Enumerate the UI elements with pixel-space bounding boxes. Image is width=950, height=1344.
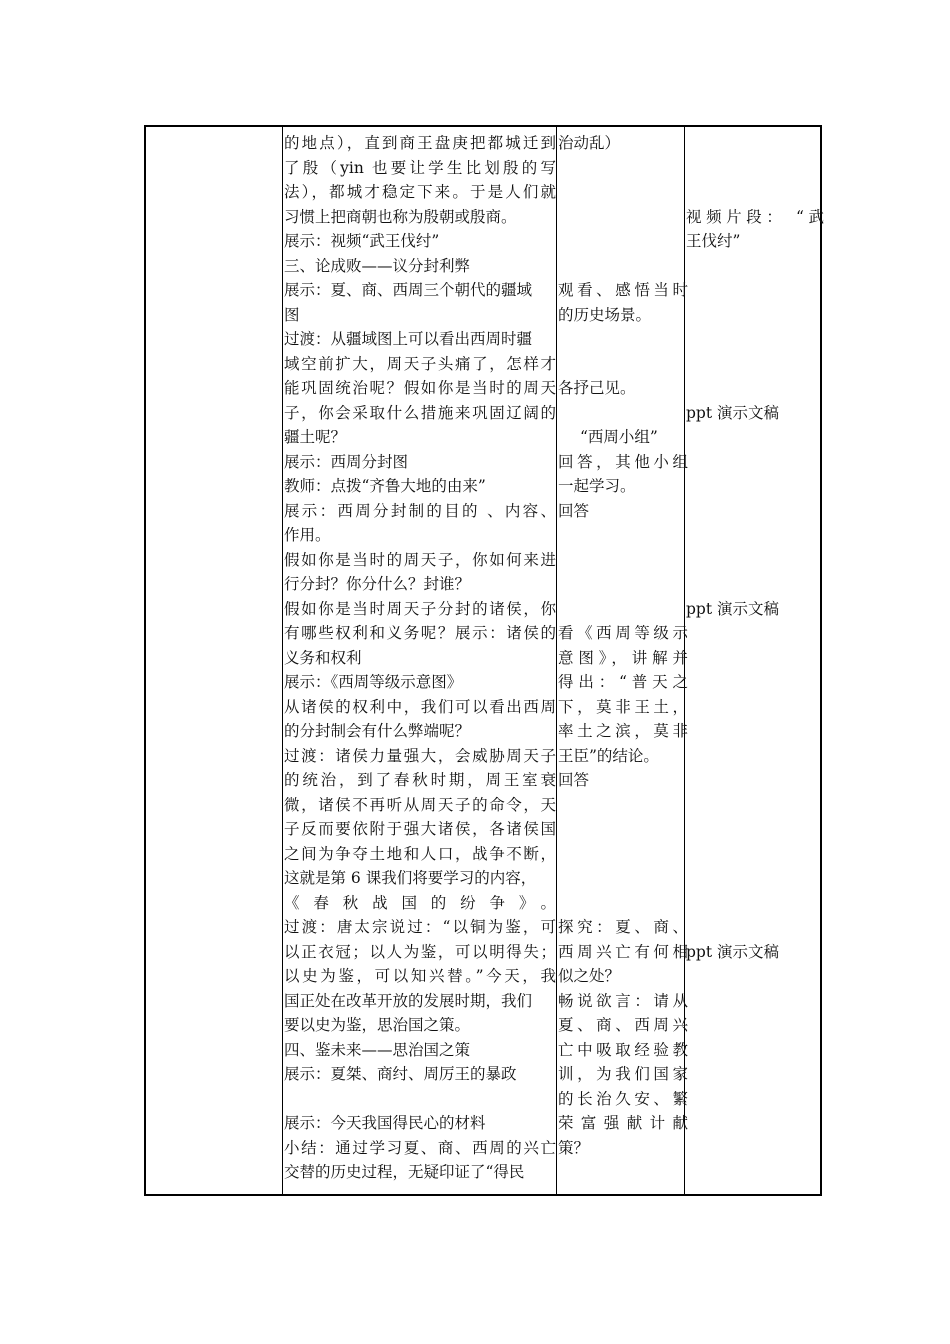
student-text-line: 夏、商、西周兴 <box>558 1016 688 1034</box>
teacher-text-line: 法），都城才稳定下来。于是人们就 <box>284 183 556 201</box>
student-text-line: 回答 <box>558 501 590 520</box>
teacher-text-line: 了殷（yin 也要让学生比划殷的写 <box>284 158 556 177</box>
media-text-line: ppt 演示文稿 <box>686 403 780 422</box>
student-text-line: 荣富强献计献 <box>558 1114 688 1132</box>
teacher-text-line: 《春秋战国的纷争》。 <box>284 893 556 912</box>
student-text-line: 西周兴亡有何相 <box>558 942 688 961</box>
student-text-line: 训，为我们国家 <box>558 1065 688 1083</box>
student-text-line: 的长治久安、繁 <box>558 1089 688 1108</box>
teacher-text-line: 从诸侯的权利中，我们可以看出西周 <box>284 697 556 716</box>
teacher-text-line: 之间为争夺土地和人口，战争不断， <box>284 844 556 863</box>
teacher-text-line: 以正衣冠；以人为鉴，可以明得失； <box>284 942 556 961</box>
column-divider-1 <box>282 127 283 1194</box>
teacher-text-line: 教师：点拨“齐鲁大地的由来” <box>284 477 486 495</box>
teacher-text-line: 过渡：诸侯力量强大，会威胁周天子 <box>284 746 556 765</box>
teacher-text-line: 展示：今天我国得民心的材料 <box>284 1114 486 1132</box>
teacher-text-line: 展示：《西周等级示意图》 <box>284 673 463 691</box>
teacher-text-line: 微，诸侯不再听从周天子的命令，天 <box>284 795 556 814</box>
teacher-text-line: 的分封制会有什么弊端呢？ <box>284 722 471 740</box>
media-text-line: 视频片段： “武 <box>686 207 824 226</box>
teacher-text-line: 能巩固统治呢？假如你是当时的周天 <box>284 379 556 397</box>
student-text-line: 策？ <box>558 1138 590 1157</box>
student-text-line: 各抒己见。 <box>558 379 636 397</box>
teacher-text-line: 要以史为鉴，思治国之策。 <box>284 1016 471 1034</box>
teacher-text-line: 作用。 <box>284 526 331 544</box>
teacher-text-line: 子，你会采取什么措施来巩固辽阔的 <box>284 403 556 422</box>
teacher-text-line: 习惯上把商朝也称为殷朝或殷商。 <box>284 207 517 226</box>
teacher-text-line: 三、论成败——议分封利弊 <box>284 256 471 275</box>
teacher-text-line: 国正处在改革开放的发展时期，我们 <box>284 991 533 1010</box>
teacher-text-line: 图 <box>284 305 300 324</box>
student-text-line: 率土之滨，莫非 <box>558 722 688 740</box>
teacher-text-line: 四、鉴未来——思治国之策 <box>284 1040 471 1059</box>
teacher-text-line: 行分封？你分什么？封谁？ <box>284 575 471 593</box>
teacher-text-line: 过渡：唐太宗说过：“以铜为鉴，可 <box>284 918 556 936</box>
student-text-line: 探究：夏、商、 <box>558 918 688 936</box>
teacher-text-line: 域空前扩大，周天子头痛了，怎样才 <box>284 354 556 373</box>
teacher-text-line: 过渡：从疆域图上可以看出西周时疆 <box>284 330 533 348</box>
student-text-line: 王臣”的结论。 <box>558 746 659 765</box>
student-text-line: 亡中吸取经验教 <box>558 1040 688 1059</box>
teacher-text-line: 展示：夏、商、西周三个朝代的疆域 <box>284 281 533 299</box>
teacher-text-line: 假如你是当时的周天子，你如何来进 <box>284 550 556 569</box>
lesson-plan-table <box>144 125 822 1196</box>
student-text-line: 回答，其他小组 <box>558 452 688 471</box>
teacher-text-line: 这就是第 6 课我们将要学习的内容， <box>284 869 537 887</box>
teacher-text-line: 子反而要依附于强大诸侯，各诸侯国 <box>284 820 556 838</box>
teacher-text-line: 有哪些权利和义务呢？展示：诸侯的 <box>284 624 556 642</box>
student-text-line: 治动乱） <box>558 134 621 152</box>
student-text-line: 畅说欲言：请从 <box>558 991 688 1010</box>
student-text-line: 下，莫非王土， <box>558 697 688 716</box>
media-text-line: ppt 演示文稿 <box>686 942 780 961</box>
student-text-line: 似之处？ <box>558 967 621 985</box>
student-text-line: 意图》，讲解并 <box>558 648 688 667</box>
teacher-text-line: 的统治，到了春秋时期，周王室衰 <box>284 771 556 789</box>
teacher-text-line: 展示：西周分封制的目的 、内容、 <box>284 501 556 520</box>
teacher-text-line: 小结：通过学习夏、商、西周的兴亡 <box>284 1138 556 1157</box>
student-text-line: 得出：“普天之 <box>558 673 688 691</box>
teacher-text-line: 的地点），直到商王盘庚把都城迁到 <box>284 134 556 152</box>
teacher-text-line: 展示：视频“武王伐纣” <box>284 232 440 250</box>
teacher-text-line: 交替的历史过程，无疑印证了“得民 <box>284 1163 525 1181</box>
student-text-line: “西周小组” <box>580 428 658 446</box>
media-text-line: ppt 演示文稿 <box>686 599 780 618</box>
teacher-text-line: 以史为鉴，可以知兴替。”今天，我 <box>284 967 556 985</box>
student-text-line: 看《西周等级示 <box>558 624 688 642</box>
student-text-line: 回答 <box>558 771 590 789</box>
teacher-text-line: 义务和权利 <box>284 648 362 667</box>
media-text-line: 王伐纣” <box>686 232 741 250</box>
teacher-text-line: 假如你是当时周天子分封的诸侯，你 <box>284 599 556 618</box>
student-text-line: 一起学习。 <box>558 477 636 495</box>
student-text-line: 观看、感悟当时 <box>558 281 688 299</box>
teacher-text-line: 疆土呢？ <box>284 428 347 446</box>
teacher-text-line: 展示：西周分封图 <box>284 452 409 471</box>
column-divider-2 <box>556 127 557 1194</box>
student-text-line: 的历史场景。 <box>558 305 652 324</box>
teacher-text-line: 展示：夏桀、商纣、周厉王的暴政 <box>284 1065 517 1083</box>
